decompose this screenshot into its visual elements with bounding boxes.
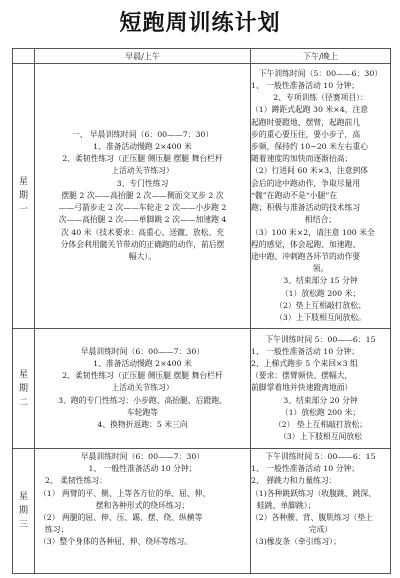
day-char: 星 [18,369,28,380]
plan-line: 幅大）。 [128,251,157,261]
plan-line: 1、 一般性准备活动 10 分钟； [251,346,360,356]
plan-line: （1）蹲距式起跑 30 米×4，注意 [251,105,369,115]
header-afternoon: 下午/晚上 [251,49,391,64]
plan-line: 会后的途中跑动作，争取尽量用 [251,178,361,188]
day-char: 一 [18,205,28,215]
plan-line: 2、柔韧性练习（正压腿 侧压腿 摆腿 舞台栏杆 [62,371,223,381]
plan-line: （3)橡皮条（牵引练习）； [251,537,341,547]
plan-line: 车轮跑等 [126,407,159,417]
day-label-wednesday [13,449,35,574]
plan-line: 2、上梯式跑步 5 个来回×3 组 [251,358,358,368]
plan-line: （3）上下肢相互间放松 [279,432,362,442]
plan-line: 次 40 米（技术要求：高重心、送髋、放松、充 [60,227,225,237]
plan-line: 途中跑、冲刺跑各环节的动作要 [251,251,361,261]
plan-line: （1）放松跑 200 米； [280,407,361,417]
plan-line: 2、 弹跳力和力量练习： [251,476,337,486]
plan-line: （1)各种跳跃练习（收腹跳、跳深、 [251,488,376,498]
table-row-wednesday [13,449,391,574]
plan-line: （2）垫上互相敲打放松； [275,300,366,310]
day-char: 期 [18,191,28,201]
plan-line: （2） 垫上互相敲打放松； [273,420,368,429]
plan-line: （2）各种腰、背、腹肌练习（垫上 [251,513,373,523]
wednesday-morning-plan [35,449,251,574]
plan-line: 摆和各种形式的绕环练习； [95,500,190,510]
plan-line: ——弓箭步走 2 次——车轮走 2 次——小步跑 2 [58,203,227,213]
plan-line: 摆腿 2 次——高抬腿 2 次——侧面交叉步 2 次 [61,190,224,200]
plan-line: 下午训练时间（5：00——6：30） [258,68,383,78]
plan-line: 早晨训练时间（6：00——7：30） [80,346,205,356]
page-title: 短跑周训练计划 [119,11,281,36]
plan-line: 1、 一般性准备活动 10 分钟； [88,464,197,474]
plan-line: 3、结束部分 20 分钟 [283,395,358,405]
plan-line: 1、 一般性准备活动 10 分钟； [251,464,360,474]
plan-line: （1）放松跑 200 米； [280,288,361,298]
plan-line: 上活动关节练习） [111,166,174,176]
table-header-row [13,49,391,64]
plan-line: 跑；积极与准备活动的技术练习 [251,203,361,213]
day-char: 星 [18,492,28,502]
plan-line: 早晨训练时间（6：00——7：30） [80,452,205,461]
tuesday-afternoon-plan [251,329,391,449]
plan-line: 程的感觉，体会起跑、加速跑、 [251,239,361,249]
day-label-monday [13,64,35,329]
plan-line: （2）行进间 60 米×3，注意到体 [251,166,369,176]
plan-line: 4、换物折返跑：5 米三向 [97,420,188,429]
plan-line: 相结合； [304,215,337,225]
plan-line: 3、结束部分 15 分钟 [283,276,358,286]
plan-line: 1、准备活动慢跑 2×400 米 [93,358,192,368]
header-morning: 早晨/上午 [35,49,251,64]
plan-line: （2） 两腿的屈、伸、压、踢、摆、绕、纵横等 [39,513,203,523]
monday-afternoon-plan [251,64,391,329]
plan-line: 领。 [312,264,329,274]
plan-line: 2、柔韧性练习（正压腿 侧压腿 摆腿 舞台栏杆 [62,154,223,164]
plan-line: 起跑时要蹬地、摆臂，起跑前几 [251,117,361,127]
day-char: 三 [18,520,28,530]
monday-morning-plan [35,64,251,329]
day-label-tuesday [13,329,35,449]
plan-line: 前脚掌着地并快速蹬离地面） [251,383,353,393]
training-plan-table [12,48,391,574]
plan-line: （3）整个身体的各种屈、伸、绕环等练习。 [39,537,193,547]
wednesday-afternoon-plan [251,449,391,574]
plan-line: 下午训练时间 5：00——6：15 [265,334,376,344]
plan-line: （3）上下肢相互间放松。 [275,312,366,322]
plan-line: （要求：摆臂频快、摆幅大， [251,371,353,381]
plan-line: 3、专门性练习 [116,178,169,188]
plan-line: （1） 两臂的平、侧、上等各方位的举、屈、伸、 [39,488,211,498]
day-char: 二 [18,397,28,408]
plan-line: 1、准备活动慢跑 2×400 米 [93,142,192,152]
plan-line: 下午训练时间 5：00——6：15 [265,452,376,461]
day-char: 期 [18,383,28,394]
day-char: 星 [18,177,28,187]
plan-line: 步频，保持约 10~20 米左右重心 [251,142,369,152]
tuesday-morning-plan [35,329,251,449]
plan-line: 次——高抬腿 2 次——单脚跳 2 次——加速跑 4 [58,215,227,225]
table-row-monday [13,64,391,329]
plan-line: 完成） [308,525,333,535]
plan-line: “髋”在跑动不是“小腿”在 [251,190,338,200]
plan-line: 3、跑的专门性练习：小步跑、高抬腿、后蹬跑、 [58,395,227,405]
plan-line: 练习； [45,525,69,535]
header-blank-cell [13,49,35,64]
plan-line: 1、 一般性准备活动 10 分钟； [251,81,360,91]
plan-line: 2、 柔韧性练习： [45,476,108,486]
plan-line: 步的重心要压住，要小步子，高 [251,129,361,139]
plan-line: 一、 早晨训练时间（6：00——7：30） [71,129,214,139]
plan-line: 上活动关节练习） [111,383,174,393]
plan-line: 随着速度的加快而逐渐抬高； [251,154,353,164]
plan-line: 蛙跳、单脚跳）； [257,500,316,510]
plan-line: 分体会利用髋关节带动的正确跑的动作，前后摆 [60,239,225,249]
table-row-tuesday [13,329,391,449]
day-char: 期 [18,506,28,516]
plan-line: 2、专项训练（径赛项目）： [273,93,368,103]
plan-line: （3）100 米×2，请注意 100 米全 [251,227,375,237]
